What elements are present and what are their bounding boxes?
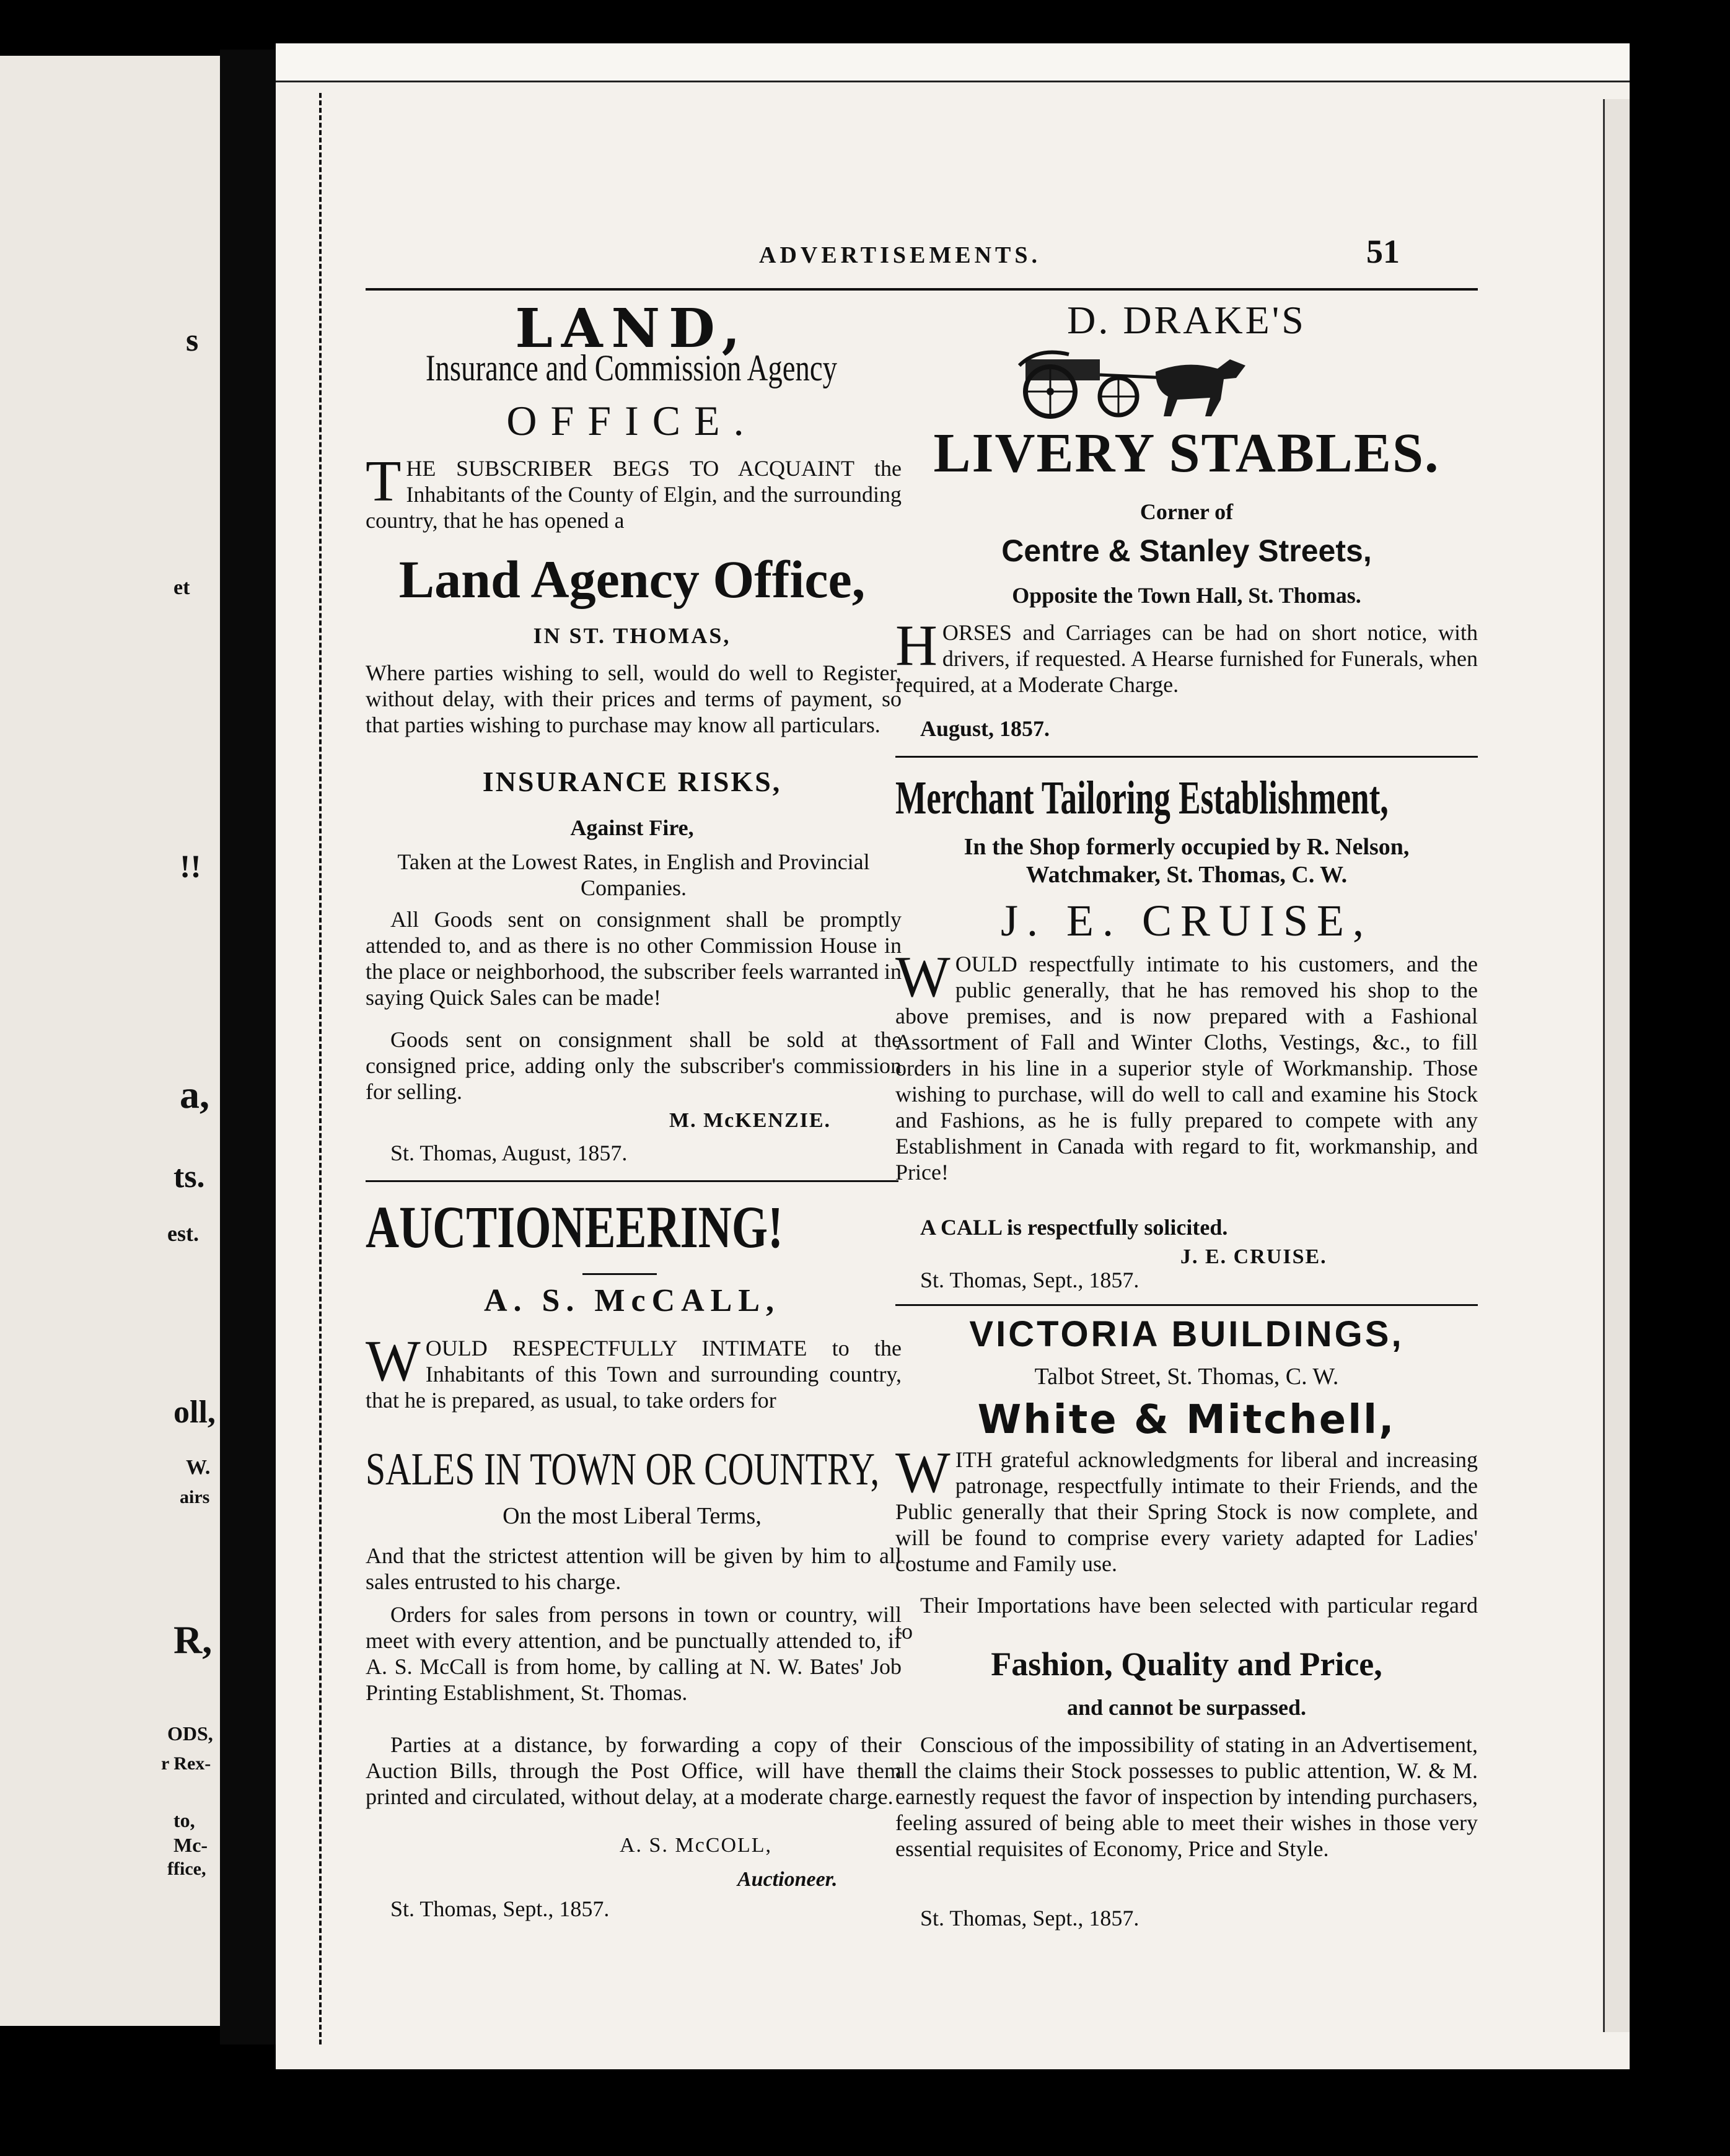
left-page-fragment bbox=[0, 56, 220, 2026]
drake-heading: LIVERY STABLES. bbox=[933, 423, 1440, 484]
drop-cap: W bbox=[895, 945, 951, 1009]
tailor-signature: J. E. CRUISE. bbox=[1180, 1245, 1327, 1268]
auction-attention: And that the strictest attention will be given by him to all sales entrusted to his charge. bbox=[366, 1543, 902, 1594]
page-number: 51 bbox=[1366, 233, 1400, 270]
running-title: ADVERTISEMENTS. bbox=[759, 242, 1042, 268]
victoria-date: St. Thomas, Sept., 1857. bbox=[920, 1906, 1139, 1930]
edge-text: R, bbox=[173, 1618, 213, 1662]
page bbox=[276, 43, 1630, 2069]
drake-streets: Centre & Stanley Streets, bbox=[1001, 533, 1372, 568]
land-heading: Land Agency Office, bbox=[398, 550, 866, 609]
drop-cap: W bbox=[366, 1329, 421, 1393]
insurance-against: Against Fire, bbox=[570, 815, 694, 840]
edge-text: r Rex- bbox=[161, 1753, 211, 1774]
edge-text: ODS, bbox=[167, 1722, 213, 1745]
land-intro-text: HE SUBSCRIBER BEGS TO ACQUAINT the Inhabitants of the County of Elgin, and the surrounding country, that he has opened a bbox=[366, 456, 902, 533]
edge-text: oll, bbox=[173, 1395, 216, 1430]
auction-terms: On the most Liberal Terms, bbox=[503, 1503, 762, 1529]
victoria-fashion: Fashion, Quality and Price, bbox=[991, 1645, 1382, 1683]
page-right-edge bbox=[1603, 99, 1630, 2032]
victoria-title: VICTORIA BUILDINGS, bbox=[969, 1314, 1404, 1354]
edge-text: ffice, bbox=[167, 1859, 206, 1879]
edge-text: ts. bbox=[173, 1159, 205, 1194]
victoria-body-text: ITH grateful acknowledgments for liberal and increasing patronage, respectfully intimate to their Friends, and the Public generally that their Spring Stock is now complete, and will be found to comprise every variety adapted for Ladies' costume and Family use. bbox=[895, 1447, 1478, 1576]
column-rule bbox=[366, 1180, 898, 1182]
auction-title-text: AUCTIONEERING! bbox=[366, 1194, 783, 1260]
tailor-body bbox=[895, 945, 1478, 1185]
tailor-date: St. Thomas, Sept., 1857. bbox=[920, 1268, 1139, 1292]
auction-name: A. S. McCALL, bbox=[483, 1283, 781, 1318]
edge-text: airs bbox=[180, 1487, 210, 1507]
carriage-horse-icon bbox=[1013, 341, 1261, 421]
land-office: OFFICE. bbox=[506, 397, 758, 444]
auction-sales-text: SALES IN TOWN OR COUNTRY, bbox=[366, 1444, 880, 1495]
drop-cap: W bbox=[895, 1440, 951, 1505]
auction-parties: Parties at a distance, by forwarding a copy of their Auction Bills, through the Post Office, will have them printed and circulated, without delay, at a moderate charge. bbox=[366, 1732, 902, 1809]
edge-text: Mc- bbox=[173, 1834, 208, 1856]
land-title: LAND, bbox=[515, 297, 749, 360]
edge-text: et bbox=[173, 576, 190, 599]
drake-corner: Corner of bbox=[1139, 499, 1234, 524]
auction-orders: Orders for sales from persons in town or country, will meet with every attention, and be punctually attended to, if A. S. McCall is from home, by calling at N. W. Bates' Job Printing Establishment, St. Thomas. bbox=[366, 1602, 902, 1705]
short-rule bbox=[582, 1273, 657, 1275]
edge-text: to, bbox=[173, 1809, 195, 1831]
header-rule bbox=[366, 288, 1478, 291]
drop-cap: T bbox=[366, 449, 402, 514]
tailor-shop: In the Shop formerly occupied by R. Nelson, bbox=[964, 834, 1410, 860]
column-rule bbox=[895, 756, 1478, 758]
edge-text: est. bbox=[167, 1221, 199, 1246]
tailor-name: J. E. CRUISE, bbox=[1000, 896, 1373, 945]
insurance-heading: INSURANCE RISKS, bbox=[482, 766, 782, 797]
land-date: St. Thomas, August, 1857. bbox=[390, 1141, 628, 1165]
page-top-band bbox=[276, 43, 1630, 82]
insurance-taken: Taken at the Lowest Rates, in English and Provincial Companies. bbox=[397, 849, 870, 900]
land-subtitle-text: Insurance and Commission Agency bbox=[425, 348, 838, 388]
drake-body-text: ORSES and Carriages can be had on short notice, with drivers, if requested. A Hearse furnished for Funerals, when required, at a Moderate Charge. bbox=[895, 620, 1478, 697]
land-location: IN ST. THOMAS, bbox=[533, 623, 731, 648]
auction-date: St. Thomas, Sept., 1857. bbox=[390, 1896, 610, 1921]
victoria-import: Their Importations have been selected with particular regard to bbox=[895, 1593, 1478, 1644]
drake-date: August, 1857. bbox=[920, 716, 1050, 741]
land-subtitle bbox=[366, 347, 898, 390]
drake-opposite: Opposite the Town Hall, St. Thomas. bbox=[1012, 583, 1361, 608]
land-signature: M. McKENZIE. bbox=[669, 1109, 832, 1132]
auction-role: Auctioneer. bbox=[737, 1868, 838, 1891]
victoria-street: Talbot Street, St. Thomas, C. W. bbox=[1034, 1364, 1339, 1390]
victoria-body bbox=[895, 1440, 1478, 1577]
book-spine bbox=[220, 50, 276, 2044]
auction-signature: A. S. McCOLL, bbox=[620, 1834, 773, 1857]
land-goods-2: Goods sent on consignment shall be sold at the consigned price, adding only the subscriber's commission for selling. bbox=[366, 1027, 902, 1104]
auction-intro-text: OULD RESPECTFULLY INTIMATE to the Inhabitants of this Town and surrounding country, that he is prepared, as usual, to take orders for bbox=[366, 1336, 902, 1413]
land-body: Where parties wishing to sell, would do well to Register, without delay, with their prices and terms of payment, so that parties wishing to purchase may know all particulars. bbox=[366, 660, 902, 737]
tailor-shop-2: Watchmaker, St. Thomas, C. W. bbox=[1025, 862, 1348, 888]
victoria-firm: White & Mitchell, bbox=[977, 1397, 1396, 1443]
edge-text: s bbox=[186, 323, 199, 358]
page-fold-line bbox=[319, 93, 324, 2044]
tailor-title bbox=[895, 771, 1600, 825]
auction-title bbox=[366, 1193, 901, 1261]
land-intro bbox=[366, 449, 902, 533]
auction-intro bbox=[366, 1329, 902, 1413]
victoria-surpassed: and cannot be surpassed. bbox=[1066, 1695, 1307, 1720]
column-rule bbox=[895, 1304, 1478, 1306]
edge-text: !! bbox=[180, 849, 201, 885]
tailor-call: A CALL is respectfully solicited. bbox=[920, 1215, 1228, 1240]
land-goods-1: All Goods sent on consignment shall be promptly attended to, and as there is no other Commission House in the place or neighborhood, the subscriber feels warranted in saying Quick Sales can be made! bbox=[366, 907, 902, 1010]
drake-body bbox=[895, 613, 1478, 698]
drake-title: D. DRAKE'S bbox=[1067, 298, 1306, 342]
edge-text: a, bbox=[180, 1072, 209, 1116]
victoria-conscious: Conscious of the impossibility of stating in an Advertisement, all the claims their Stock possesses to public attention, W. & M. earnestly request the favor of inspection by intending purchasers, feeling assured of being able to meet their wishes in those very essential requisites of Economy, Price and Style. bbox=[895, 1732, 1478, 1861]
tailor-body-text: OULD respectfully intimate to his customers, and the public generally, that he has removed his shop to the above premises, and is now prepared with a Fashional Assortment of Fall and Winter Cloths, Vestings, &c., to fill orders in his line in a superior style of Workmanship. Those wishing to purchase, will do well to call and examine his Stock and Fashions, as he is fully prepared to compete with any Establishment in Canada with regard to fit, workmanship, and Price! bbox=[895, 952, 1478, 1185]
tailor-title-text: Merchant Tailoring Establishment, bbox=[895, 772, 1389, 824]
drop-cap: H bbox=[895, 613, 937, 678]
edge-text: W. bbox=[186, 1456, 211, 1479]
